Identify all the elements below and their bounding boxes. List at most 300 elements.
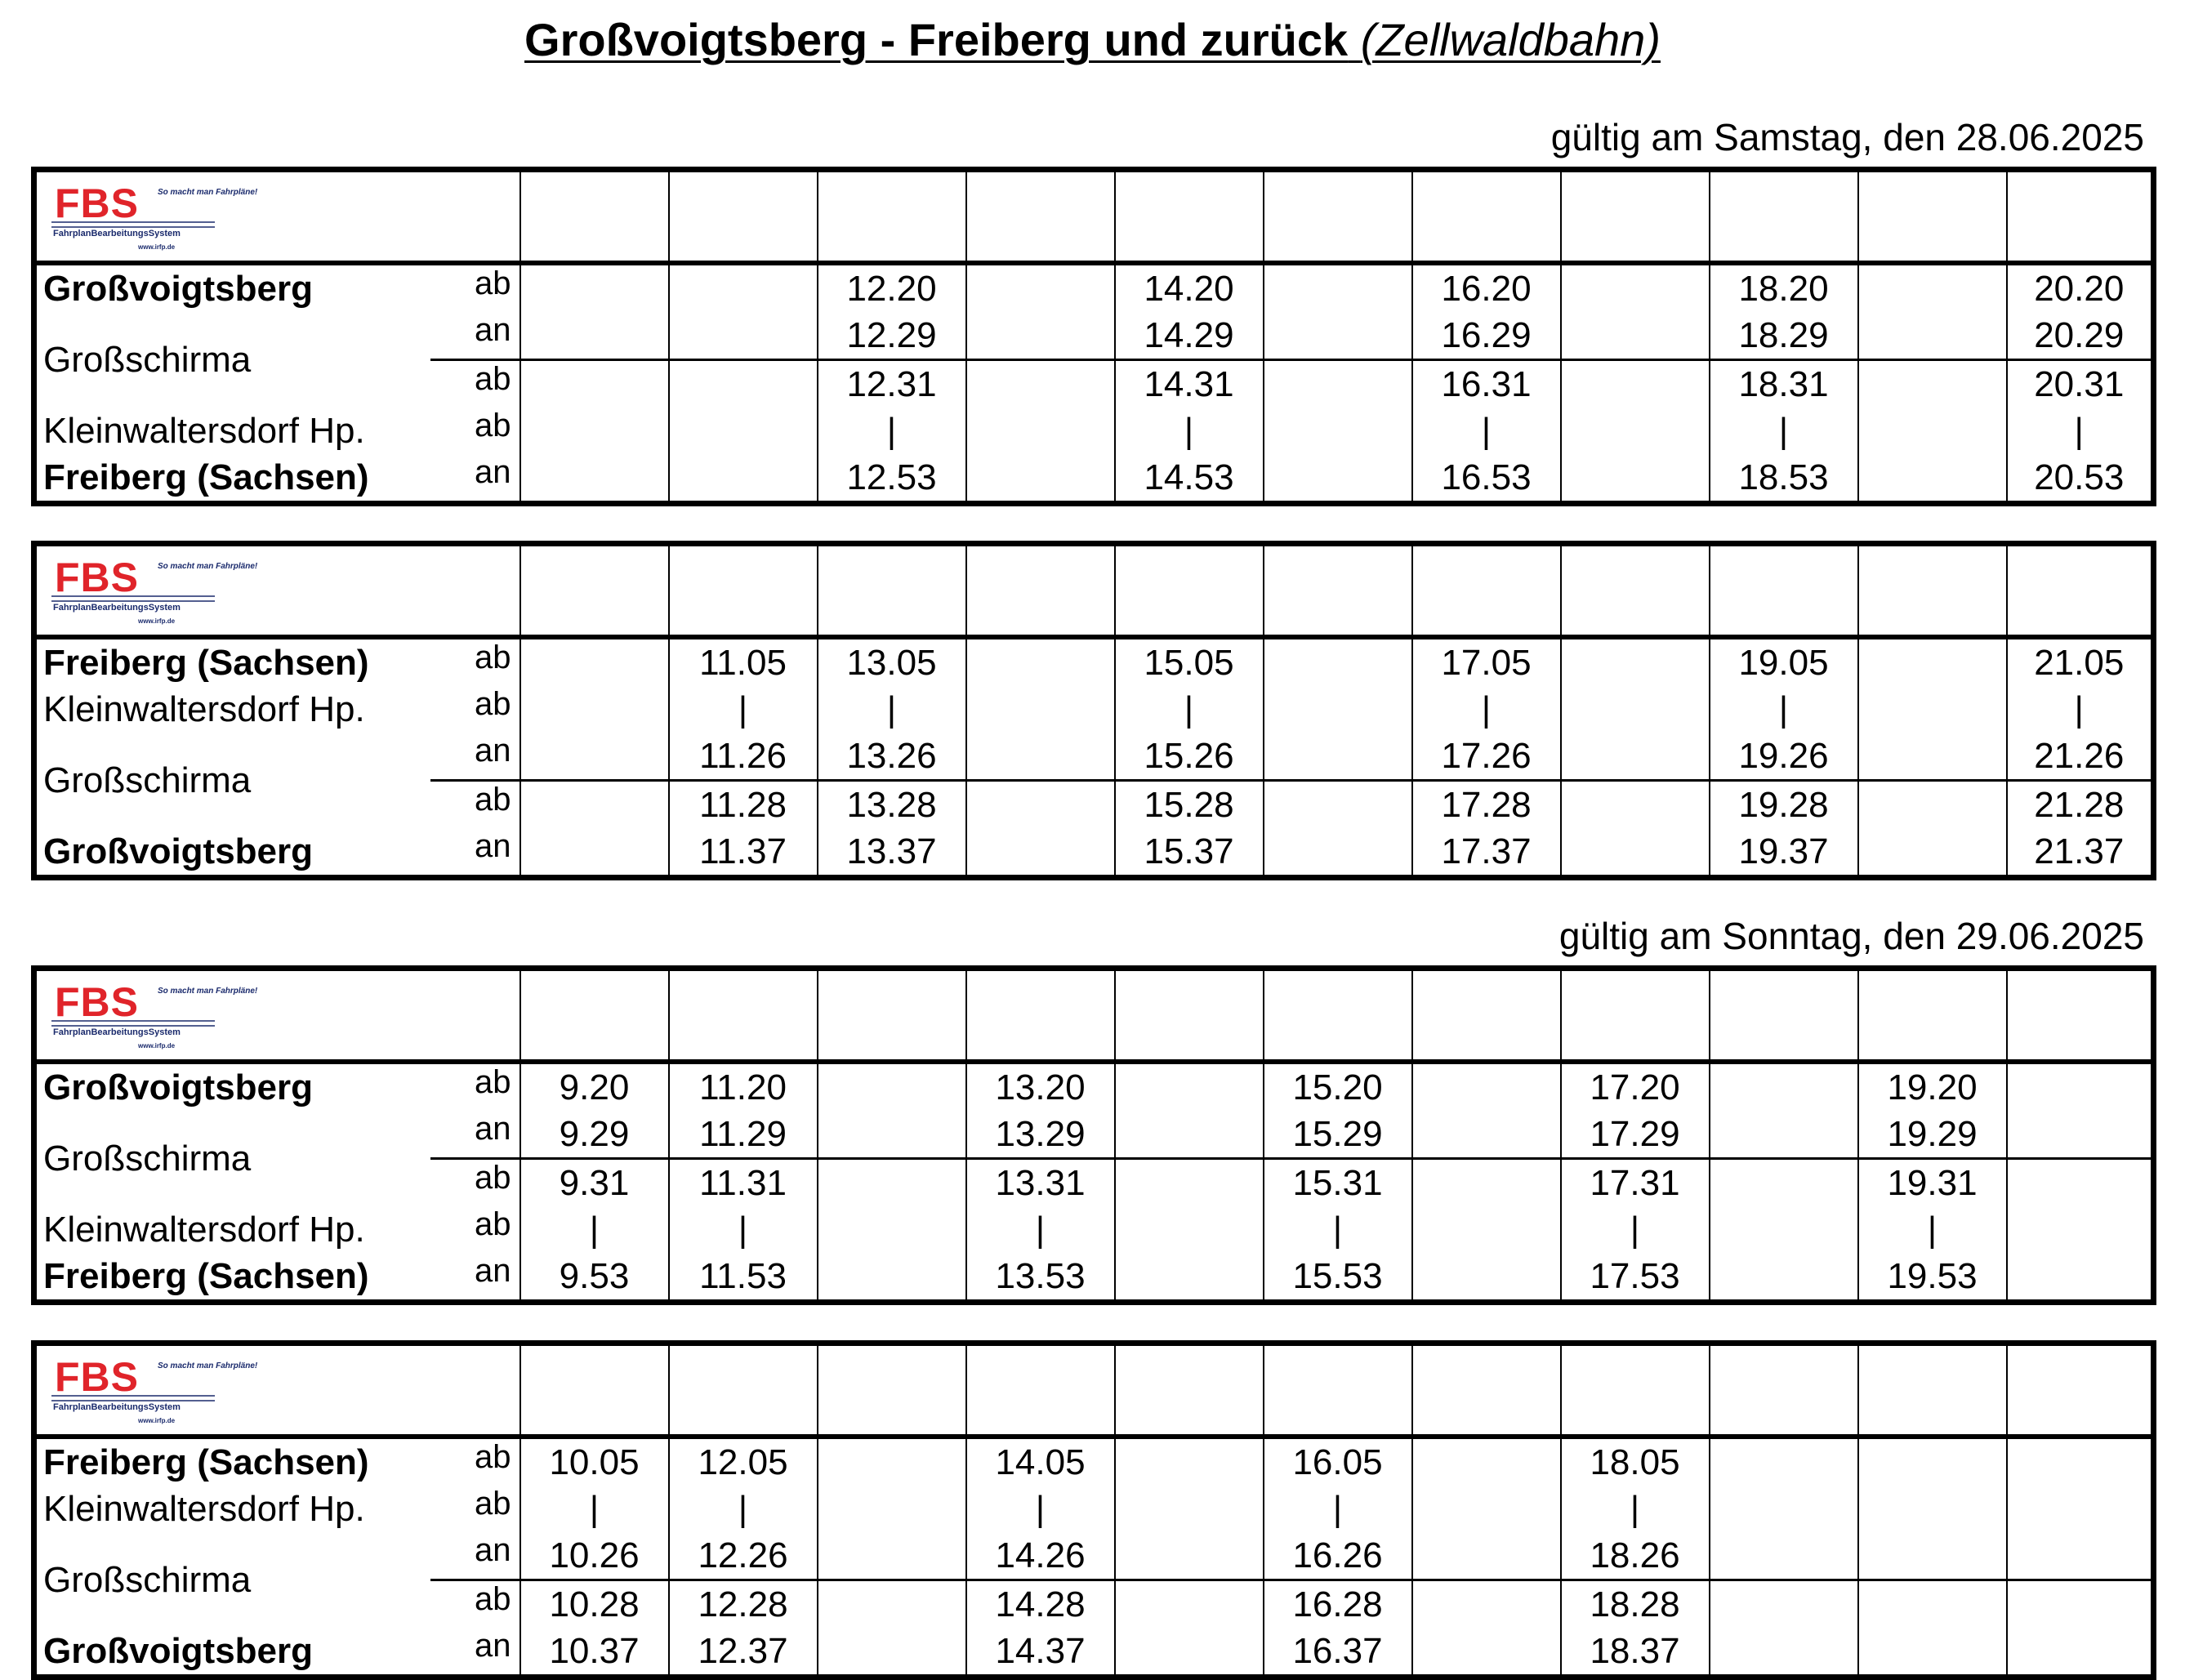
train-header-cell	[2007, 170, 2154, 264]
time-cell	[669, 408, 818, 454]
arrival-departure-marker: an	[475, 1253, 511, 1289]
arrival-departure-marker: ab	[475, 265, 511, 301]
time-cell: |	[1710, 686, 1858, 733]
fbs-logo	[48, 978, 258, 1052]
time-cell	[1412, 1486, 1561, 1532]
time-cell	[818, 1437, 966, 1486]
station-name: Kleinwaltersdorf Hp.	[43, 688, 365, 729]
time-cell: 16.26	[1264, 1532, 1412, 1580]
time-cell: 21.28	[2007, 781, 2154, 829]
table-row	[34, 263, 2154, 312]
train-header-cell	[1561, 170, 1710, 264]
fbs-logo	[48, 554, 258, 627]
train-header-cell	[1858, 1344, 2007, 1437]
arrival-departure-marker: an	[430, 312, 520, 360]
time-cell	[1412, 1062, 1561, 1111]
time-cell: 18.29	[1710, 312, 1858, 360]
time-cell: |	[1264, 1486, 1412, 1532]
station-name: Großvoigtsberg	[43, 831, 314, 871]
train-header-cell	[669, 170, 818, 264]
time-cell: 14.29	[1115, 312, 1264, 360]
time-cell: 15.05	[1115, 637, 1264, 686]
time-cell	[818, 1206, 966, 1253]
time-cell: 12.28	[669, 1580, 818, 1629]
time-cell: 18.31	[1710, 360, 1858, 408]
table-row	[34, 1062, 2154, 1111]
time-cell: 19.37	[1710, 828, 1858, 878]
time-cell: 19.20	[1858, 1062, 2007, 1111]
time-cell: 21.37	[2007, 828, 2154, 878]
time-cell	[1115, 1628, 1264, 1678]
time-cell	[818, 1628, 966, 1678]
train-header-cell	[669, 1344, 818, 1437]
time-cell: 16.20	[1412, 263, 1561, 312]
time-cell	[1264, 454, 1412, 504]
time-cell	[2007, 1159, 2154, 1207]
time-cell: |	[818, 686, 966, 733]
train-header-cell	[2007, 1344, 2154, 1437]
time-cell: 13.37	[818, 828, 966, 878]
train-header-cell	[1710, 969, 1858, 1063]
time-cell: 11.26	[669, 733, 818, 781]
time-cell	[1710, 1206, 1858, 1253]
time-cell: 17.28	[1412, 781, 1561, 829]
train-header-cell	[520, 170, 669, 264]
time-cell	[1561, 454, 1710, 504]
time-cell: 20.31	[2007, 360, 2154, 408]
time-cell	[1710, 1486, 1858, 1532]
page-title	[0, 10, 2185, 70]
train-header-cell	[818, 170, 966, 264]
time-cell	[2007, 1437, 2154, 1486]
table-row	[34, 828, 2154, 878]
time-cell: 12.05	[669, 1437, 818, 1486]
timetable-saturday-return	[31, 541, 2156, 880]
time-cell: 15.37	[1115, 828, 1264, 878]
time-cell: 14.05	[966, 1437, 1115, 1486]
time-cell: 9.29	[520, 1111, 669, 1159]
time-cell: 14.53	[1115, 454, 1264, 504]
time-cell	[1858, 1437, 2007, 1486]
station-name: Großvoigtsberg	[43, 1630, 314, 1671]
time-cell: |	[669, 686, 818, 733]
station-name: Großschirma	[43, 1559, 252, 1600]
time-cell: 10.28	[520, 1580, 669, 1629]
train-header-cell	[1115, 544, 1264, 638]
time-cell: 20.29	[2007, 312, 2154, 360]
time-cell	[1858, 312, 2007, 360]
time-cell	[1561, 828, 1710, 878]
validity-sunday: gültig am Sonntag, den 29.06.2025	[1558, 915, 2144, 957]
logo-slogan: So macht man Fahrpläne!	[158, 188, 258, 197]
table-row	[34, 1206, 2154, 1253]
arrival-departure-marker: an	[430, 1532, 520, 1580]
time-cell	[1858, 1486, 2007, 1532]
fbs-logo	[48, 1353, 258, 1427]
table-row	[34, 1486, 2154, 1532]
time-cell: 14.37	[966, 1628, 1115, 1678]
time-cell: 11.29	[669, 1111, 818, 1159]
time-cell: |	[966, 1206, 1115, 1253]
time-cell	[818, 1111, 966, 1159]
time-cell	[1412, 1159, 1561, 1207]
train-header-cell	[1710, 170, 1858, 264]
table-row	[34, 1532, 2154, 1580]
fbs-logo	[48, 180, 258, 253]
time-cell	[1561, 408, 1710, 454]
time-cell: 10.05	[520, 1437, 669, 1486]
time-cell	[1710, 1111, 1858, 1159]
time-cell	[669, 454, 818, 504]
train-header-cell	[1858, 170, 2007, 264]
table-row	[34, 733, 2154, 781]
time-cell	[818, 1486, 966, 1532]
time-cell	[520, 828, 669, 878]
table-row	[34, 1628, 2154, 1678]
train-header-cell	[669, 544, 818, 638]
time-cell: 12.31	[818, 360, 966, 408]
train-header-cell	[1412, 170, 1561, 264]
time-cell	[966, 360, 1115, 408]
time-cell	[1710, 1628, 1858, 1678]
time-cell	[1264, 312, 1412, 360]
time-cell: 12.53	[818, 454, 966, 504]
arrival-departure-marker: an	[475, 1628, 511, 1664]
train-header-cell	[966, 544, 1115, 638]
arrival-departure-marker: ab	[475, 1439, 511, 1475]
time-cell	[1264, 360, 1412, 408]
train-header-cell	[1115, 969, 1264, 1063]
time-cell	[1561, 781, 1710, 829]
time-cell	[520, 733, 669, 781]
time-cell: 21.05	[2007, 637, 2154, 686]
logo-url: www.irfp.de	[138, 243, 176, 251]
time-cell	[669, 312, 818, 360]
train-header-cell	[520, 1344, 669, 1437]
train-header-cell	[1561, 544, 1710, 638]
timetable-sunday-outbound	[31, 965, 2156, 1305]
time-cell	[1858, 733, 2007, 781]
time-cell: 17.37	[1412, 828, 1561, 878]
time-cell	[966, 263, 1115, 312]
train-header-cell	[2007, 544, 2154, 638]
time-cell	[1115, 1062, 1264, 1111]
time-cell: 16.31	[1412, 360, 1561, 408]
time-cell	[1710, 1159, 1858, 1207]
time-cell: 12.26	[669, 1532, 818, 1580]
train-header-cell	[1858, 544, 2007, 638]
time-cell	[520, 312, 669, 360]
time-cell	[818, 1159, 966, 1207]
time-cell: 18.20	[1710, 263, 1858, 312]
train-header-cell	[669, 969, 818, 1063]
time-cell	[1858, 1628, 2007, 1678]
time-cell	[669, 263, 818, 312]
arrival-departure-marker: ab	[475, 1581, 511, 1617]
time-cell: 20.53	[2007, 454, 2154, 504]
time-cell	[1858, 781, 2007, 829]
time-cell: 18.26	[1561, 1532, 1710, 1580]
time-cell: 18.28	[1561, 1580, 1710, 1629]
arrival-departure-marker: ab	[475, 782, 511, 818]
station-name: Großvoigtsberg	[43, 268, 314, 309]
time-cell	[1561, 733, 1710, 781]
table-row	[34, 1437, 2154, 1486]
time-cell: |	[520, 1486, 669, 1532]
time-cell	[1264, 686, 1412, 733]
logo-url: www.irfp.de	[138, 1417, 176, 1424]
arrival-departure-marker: ab	[475, 639, 511, 675]
time-cell: 11.20	[669, 1062, 818, 1111]
time-cell	[520, 263, 669, 312]
train-header-cell	[1412, 544, 1561, 638]
time-cell: 9.20	[520, 1062, 669, 1111]
train-header-cell	[1412, 1344, 1561, 1437]
time-cell: 13.26	[818, 733, 966, 781]
train-header-cell	[966, 1344, 1115, 1437]
train-header-cell	[520, 544, 669, 638]
time-cell: 19.26	[1710, 733, 1858, 781]
time-cell	[520, 454, 669, 504]
time-cell: 12.20	[818, 263, 966, 312]
time-cell: 13.20	[966, 1062, 1115, 1111]
time-cell: 14.26	[966, 1532, 1115, 1580]
train-header-cell	[1710, 544, 1858, 638]
time-cell: |	[669, 1486, 818, 1532]
logo-text: FBS	[55, 180, 139, 226]
time-cell: 15.26	[1115, 733, 1264, 781]
train-header-cell	[1858, 969, 2007, 1063]
logo-subtitle: FahrplanBearbeitungsSystem	[53, 1027, 181, 1037]
time-cell: 11.05	[669, 637, 818, 686]
train-header-cell	[1115, 170, 1264, 264]
time-cell	[966, 637, 1115, 686]
time-cell	[1412, 1532, 1561, 1580]
table-header-row	[34, 969, 2154, 1063]
time-cell: |	[818, 408, 966, 454]
logo-slogan: So macht man Fahrpläne!	[158, 562, 258, 571]
time-cell	[818, 1253, 966, 1303]
time-cell	[1858, 263, 2007, 312]
table-header-row	[34, 170, 2154, 264]
time-cell: 16.53	[1412, 454, 1561, 504]
time-cell	[966, 312, 1115, 360]
time-cell	[1858, 1580, 2007, 1629]
time-cell: 21.26	[2007, 733, 2154, 781]
time-cell	[520, 781, 669, 829]
time-cell	[1264, 828, 1412, 878]
time-cell	[1412, 1580, 1561, 1629]
time-cell: 11.53	[669, 1253, 818, 1303]
station-name: Freiberg (Sachsen)	[43, 1442, 369, 1482]
time-cell	[2007, 1111, 2154, 1159]
time-cell	[1561, 360, 1710, 408]
time-cell	[520, 686, 669, 733]
train-header-cell	[1264, 969, 1412, 1063]
timetable-sunday-return	[31, 1340, 2156, 1680]
time-cell	[1115, 1580, 1264, 1629]
logo-text: FBS	[55, 555, 139, 600]
time-cell: 13.29	[966, 1111, 1115, 1159]
time-cell	[1561, 312, 1710, 360]
table-row	[34, 312, 2154, 360]
time-cell	[1264, 781, 1412, 829]
time-cell	[966, 781, 1115, 829]
table-header-row	[34, 544, 2154, 638]
train-header-cell	[818, 544, 966, 638]
time-cell: 13.31	[966, 1159, 1115, 1207]
time-cell: 14.28	[966, 1580, 1115, 1629]
time-cell	[1412, 1628, 1561, 1678]
time-cell: |	[2007, 686, 2154, 733]
time-cell	[1115, 1253, 1264, 1303]
time-cell	[2007, 1486, 2154, 1532]
station-name: Großschirma	[43, 760, 252, 800]
time-cell	[1264, 733, 1412, 781]
arrival-departure-marker: an	[430, 733, 520, 781]
time-cell: 17.26	[1412, 733, 1561, 781]
time-cell: 10.26	[520, 1532, 669, 1580]
time-cell: 16.37	[1264, 1628, 1412, 1678]
time-cell	[1858, 686, 2007, 733]
logo-subtitle: FahrplanBearbeitungsSystem	[53, 1402, 181, 1412]
time-cell: |	[1412, 686, 1561, 733]
logo-text: FBS	[55, 979, 139, 1025]
time-cell: 17.53	[1561, 1253, 1710, 1303]
table-row	[34, 454, 2154, 504]
time-cell	[1858, 637, 2007, 686]
time-cell: 11.28	[669, 781, 818, 829]
time-cell	[1858, 1532, 2007, 1580]
time-cell	[520, 408, 669, 454]
time-cell: 17.20	[1561, 1062, 1710, 1111]
time-cell	[1858, 828, 2007, 878]
time-cell: |	[1710, 408, 1858, 454]
time-cell	[966, 408, 1115, 454]
time-cell: |	[2007, 408, 2154, 454]
logo-text: FBS	[55, 1354, 139, 1400]
time-cell	[1858, 454, 2007, 504]
logo-cell	[34, 1344, 520, 1437]
time-cell: 9.31	[520, 1159, 669, 1207]
time-cell: |	[520, 1206, 669, 1253]
time-cell	[1710, 1580, 1858, 1629]
time-cell	[818, 1580, 966, 1629]
time-cell	[1561, 637, 1710, 686]
title-main: Großvoigtsberg - Freiberg und zurück	[524, 14, 1349, 65]
station-name: Freiberg (Sachsen)	[43, 1255, 369, 1296]
time-cell: 13.53	[966, 1253, 1115, 1303]
station-name: Großschirma	[43, 339, 252, 380]
timetable-saturday-outbound	[31, 167, 2156, 506]
time-cell	[818, 1062, 966, 1111]
time-cell: 14.20	[1115, 263, 1264, 312]
time-cell	[1412, 1111, 1561, 1159]
time-cell: 15.31	[1264, 1159, 1412, 1207]
time-cell	[1264, 263, 1412, 312]
station-name: Kleinwaltersdorf Hp.	[43, 1488, 365, 1529]
time-cell: |	[1561, 1206, 1710, 1253]
arrival-departure-marker: an	[430, 1111, 520, 1159]
time-cell	[1561, 686, 1710, 733]
station-name: Freiberg (Sachsen)	[43, 457, 369, 497]
logo-subtitle: FahrplanBearbeitungsSystem	[53, 603, 181, 613]
time-cell	[2007, 1628, 2154, 1678]
time-cell	[1115, 1159, 1264, 1207]
logo-slogan: So macht man Fahrpläne!	[158, 1361, 258, 1370]
station-name: Kleinwaltersdorf Hp.	[43, 410, 365, 451]
time-cell	[1858, 360, 2007, 408]
time-cell	[1264, 637, 1412, 686]
time-cell: 15.29	[1264, 1111, 1412, 1159]
train-header-cell	[1264, 1344, 1412, 1437]
time-cell	[1115, 1532, 1264, 1580]
train-header-cell	[1710, 1344, 1858, 1437]
time-cell	[1412, 1206, 1561, 1253]
time-cell	[1115, 1437, 1264, 1486]
logo-url: www.irfp.de	[138, 617, 176, 625]
time-cell: 12.29	[818, 312, 966, 360]
time-cell: |	[966, 1486, 1115, 1532]
table-row	[34, 637, 2154, 686]
arrival-departure-marker: an	[475, 454, 511, 490]
train-header-cell	[966, 170, 1115, 264]
time-cell	[966, 686, 1115, 733]
arrival-departure-marker: ab	[475, 686, 511, 722]
time-cell: |	[1858, 1206, 2007, 1253]
logo-cell	[34, 170, 520, 264]
time-cell	[1858, 408, 2007, 454]
time-cell: 15.28	[1115, 781, 1264, 829]
table-row	[34, 1253, 2154, 1303]
arrival-departure-marker: an	[475, 828, 511, 864]
train-header-cell	[1264, 544, 1412, 638]
arrival-departure-marker: ab	[475, 361, 511, 397]
train-header-cell	[1115, 1344, 1264, 1437]
time-cell	[2007, 1532, 2154, 1580]
arrival-departure-marker: ab	[475, 408, 511, 443]
time-cell: |	[669, 1206, 818, 1253]
time-cell: |	[1115, 686, 1264, 733]
time-cell	[669, 360, 818, 408]
time-cell: 19.31	[1858, 1159, 2007, 1207]
time-cell	[2007, 1580, 2154, 1629]
time-cell: |	[1115, 408, 1264, 454]
train-header-cell	[1412, 969, 1561, 1063]
logo-url: www.irfp.de	[138, 1042, 176, 1049]
train-header-cell	[2007, 969, 2154, 1063]
table-row	[34, 1111, 2154, 1159]
station-name: Kleinwaltersdorf Hp.	[43, 1209, 365, 1250]
station-name: Großvoigtsberg	[43, 1067, 314, 1107]
time-cell: 19.29	[1858, 1111, 2007, 1159]
time-cell	[1710, 1532, 1858, 1580]
time-cell: 16.28	[1264, 1580, 1412, 1629]
time-cell: 19.28	[1710, 781, 1858, 829]
arrival-departure-marker: ab	[475, 1064, 511, 1100]
arrival-departure-marker: ab	[475, 1160, 511, 1196]
time-cell: 19.53	[1858, 1253, 2007, 1303]
time-cell: 13.05	[818, 637, 966, 686]
time-cell: 12.37	[669, 1628, 818, 1678]
validity-saturday: gültig am Samstag, den 28.06.2025	[1550, 116, 2144, 158]
time-cell: 16.05	[1264, 1437, 1412, 1486]
time-cell	[966, 733, 1115, 781]
time-cell	[1710, 1253, 1858, 1303]
train-header-cell	[1561, 1344, 1710, 1437]
time-cell: 20.20	[2007, 263, 2154, 312]
arrival-departure-marker: ab	[475, 1486, 511, 1522]
